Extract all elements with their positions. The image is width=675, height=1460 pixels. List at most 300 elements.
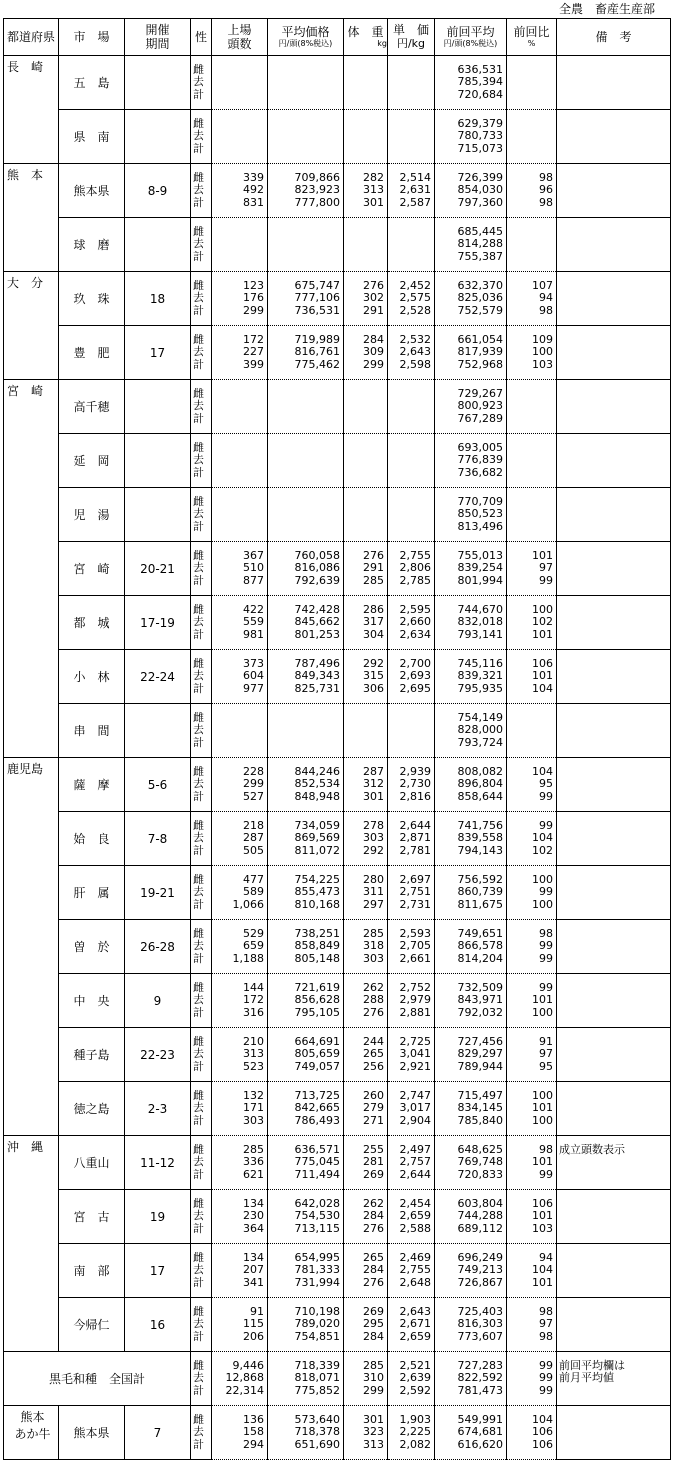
ratio-value bbox=[507, 508, 556, 521]
heads-value: 218 bbox=[243, 818, 264, 832]
sex-labels bbox=[191, 974, 212, 1028]
heads-value: 1,188 bbox=[232, 951, 264, 965]
national-total-label: 黒毛和種 全国計 bbox=[4, 1352, 191, 1406]
heads-value bbox=[212, 89, 267, 102]
sex-labels-value: 計 bbox=[193, 195, 204, 209]
market-period: 2-3 bbox=[125, 1082, 191, 1136]
sex-labels-value: 計 bbox=[193, 897, 204, 911]
sex-labels-value: 計 bbox=[193, 1383, 204, 1397]
unit-price bbox=[388, 812, 435, 866]
heads-value: 115 bbox=[243, 1317, 264, 1331]
unit-price-value bbox=[388, 467, 434, 480]
prev-avg-value: 755,013 bbox=[457, 548, 503, 562]
unit-price-value: 2,697 bbox=[399, 872, 431, 886]
market-name: 高千穂 bbox=[59, 380, 125, 434]
remarks-value bbox=[557, 280, 670, 293]
remarks-value bbox=[557, 454, 670, 467]
unit-price-value: 3,017 bbox=[399, 1101, 431, 1115]
heads bbox=[212, 1136, 268, 1190]
weight bbox=[344, 1190, 388, 1244]
total-heads bbox=[212, 1352, 268, 1406]
weight-value: 265 bbox=[363, 1250, 384, 1264]
avg-price-value: 711,494 bbox=[294, 1167, 340, 1181]
market-name: 県 南 bbox=[59, 110, 125, 164]
ratio bbox=[507, 218, 557, 272]
market-period bbox=[125, 218, 191, 272]
weight bbox=[344, 272, 388, 326]
ratio-value: 103 bbox=[532, 357, 553, 371]
ratio-value bbox=[507, 413, 556, 426]
prev-avg-value: 813,496 bbox=[457, 519, 503, 533]
sex-labels-value: 去 bbox=[193, 1425, 204, 1439]
ratio bbox=[507, 1190, 557, 1244]
prev-avg-value: 715,073 bbox=[457, 141, 503, 155]
avg-price-value: 777,800 bbox=[294, 195, 340, 209]
remarks-value bbox=[557, 1198, 670, 1211]
weight-value: 323 bbox=[363, 1425, 384, 1439]
unit-price bbox=[388, 110, 435, 164]
market-period: 17 bbox=[125, 326, 191, 380]
prev-avg-value: 674,681 bbox=[457, 1425, 503, 1439]
market-period: 16 bbox=[125, 1298, 191, 1352]
sex-labels-value: 去 bbox=[193, 1263, 204, 1277]
ratio-value: 91 bbox=[539, 1034, 553, 1048]
avg-price-value: 654,995 bbox=[294, 1250, 340, 1264]
remarks-value bbox=[557, 143, 670, 156]
heads bbox=[212, 1028, 268, 1082]
sex-labels bbox=[191, 812, 212, 866]
sex-labels-value: 計 bbox=[193, 1167, 204, 1181]
sex-labels-value: 計 bbox=[193, 1329, 204, 1343]
avg-price-value: 789,020 bbox=[294, 1317, 340, 1331]
avg-price-value bbox=[268, 89, 343, 102]
heads-value: 977 bbox=[243, 681, 264, 695]
sex-labels bbox=[191, 1190, 212, 1244]
ratio-value: 97 bbox=[539, 1317, 553, 1331]
weight bbox=[344, 974, 388, 1028]
remarks bbox=[557, 1406, 671, 1460]
unit-price-value: 2,695 bbox=[399, 681, 431, 695]
prev-avg-value: 769,748 bbox=[457, 1155, 503, 1169]
weight-value bbox=[344, 508, 387, 521]
ratio-value bbox=[507, 521, 556, 534]
unit-price-value: 2,648 bbox=[399, 1275, 431, 1289]
unit-price-value: 2,598 bbox=[399, 357, 431, 371]
weight-value: 256 bbox=[363, 1059, 384, 1073]
market-period bbox=[125, 704, 191, 758]
prev-avg-value: 720,833 bbox=[457, 1167, 503, 1181]
unit-price-value: 2,225 bbox=[399, 1425, 431, 1439]
remarks-value bbox=[557, 737, 670, 750]
sex-labels-value: 計 bbox=[193, 735, 204, 749]
total-weight-value: 310 bbox=[363, 1371, 384, 1385]
unit-price-value: 2,904 bbox=[399, 1113, 431, 1127]
sex-labels bbox=[191, 164, 212, 218]
weight bbox=[344, 650, 388, 704]
heads-value bbox=[212, 251, 267, 264]
heads-value: 527 bbox=[243, 789, 264, 803]
sex-labels-value: 計 bbox=[193, 141, 204, 155]
market-name: 玖 珠 bbox=[59, 272, 125, 326]
remarks-value: 前月平均値 bbox=[559, 1371, 614, 1385]
avg-price bbox=[268, 650, 344, 704]
unit-price-value: 2,781 bbox=[399, 843, 431, 857]
weight-value: 281 bbox=[363, 1155, 384, 1169]
sex-labels bbox=[191, 596, 212, 650]
heads-value: 172 bbox=[243, 993, 264, 1007]
total-avg-price-value: 775,852 bbox=[294, 1383, 340, 1397]
remarks bbox=[557, 326, 671, 380]
avg-price-value bbox=[268, 724, 343, 737]
weight-value: 287 bbox=[363, 764, 384, 778]
market-name: 徳之島 bbox=[59, 1082, 125, 1136]
remarks-value bbox=[557, 508, 670, 521]
weight bbox=[344, 1028, 388, 1082]
market-name: 曽 於 bbox=[59, 920, 125, 974]
weight-value bbox=[344, 400, 387, 413]
prev-avg-value: 843,971 bbox=[457, 993, 503, 1007]
sex-labels bbox=[191, 56, 212, 110]
sex-labels-value: 計 bbox=[193, 951, 204, 965]
avg-price-value: 842,665 bbox=[294, 1101, 340, 1115]
avg-price-value: 845,662 bbox=[294, 615, 340, 629]
unit-price-value: 2,671 bbox=[399, 1317, 431, 1331]
market-name: 熊本県 bbox=[59, 164, 125, 218]
remarks-value bbox=[557, 388, 670, 401]
sex-labels-value: 計 bbox=[193, 573, 204, 587]
heads-value bbox=[212, 508, 267, 521]
weight-value: 301 bbox=[363, 195, 384, 209]
remarks-value bbox=[557, 1306, 670, 1319]
avg-price-value bbox=[268, 143, 343, 156]
remarks-value bbox=[557, 1277, 670, 1290]
heads bbox=[212, 272, 268, 326]
weight-value: 315 bbox=[363, 669, 384, 683]
heads-value: 287 bbox=[243, 831, 264, 845]
sex-labels bbox=[191, 1136, 212, 1190]
prev-avg-value: 839,254 bbox=[457, 561, 503, 575]
remarks bbox=[557, 164, 671, 218]
market-period: 20-21 bbox=[125, 542, 191, 596]
prev-avg bbox=[435, 1298, 507, 1352]
market-period: 19 bbox=[125, 1190, 191, 1244]
total-unit-price-value: 2,521 bbox=[399, 1358, 431, 1372]
sex-labels-value: 去 bbox=[193, 777, 204, 791]
heads-value bbox=[212, 143, 267, 156]
weight-value: 291 bbox=[363, 303, 384, 317]
heads-value: 364 bbox=[243, 1221, 264, 1235]
heads-value: 294 bbox=[243, 1437, 264, 1451]
prev-avg-value: 752,968 bbox=[457, 357, 503, 371]
market-block bbox=[4, 1028, 671, 1082]
remarks-value bbox=[557, 1036, 670, 1049]
ratio-value: 99 bbox=[539, 951, 553, 965]
remarks-value bbox=[557, 1156, 670, 1169]
remarks-value bbox=[557, 197, 670, 210]
header-prev-avg: 前回平均 円/頭(8%税込) bbox=[435, 19, 507, 56]
heads-value: 399 bbox=[243, 357, 264, 371]
ratio-value bbox=[507, 226, 556, 239]
prev-avg-value: 770,709 bbox=[457, 494, 503, 508]
market-block bbox=[4, 1244, 671, 1298]
avg-price-value bbox=[268, 64, 343, 77]
heads-value: 341 bbox=[243, 1275, 264, 1289]
prev-avg-value: 794,143 bbox=[457, 843, 503, 857]
remarks bbox=[557, 1244, 671, 1298]
remarks-value bbox=[557, 575, 670, 588]
remarks-value bbox=[557, 346, 670, 359]
market-period: 17-19 bbox=[125, 596, 191, 650]
remarks-value: 成立頭数表示 bbox=[559, 1142, 625, 1156]
avg-price-value bbox=[268, 508, 343, 521]
market-period: 26-28 bbox=[125, 920, 191, 974]
market-name: 南 部 bbox=[59, 1244, 125, 1298]
avg-price-value: 787,496 bbox=[294, 656, 340, 670]
heads bbox=[212, 434, 268, 488]
unit-price bbox=[388, 56, 435, 110]
total-ratio-value: 99 bbox=[539, 1371, 553, 1385]
weight-value bbox=[344, 143, 387, 156]
ratio bbox=[507, 596, 557, 650]
remarks bbox=[557, 110, 671, 164]
total-heads-value: 22,314 bbox=[225, 1383, 264, 1397]
unit-price-value: 2,575 bbox=[399, 291, 431, 305]
ratio-value: 98 bbox=[539, 170, 553, 184]
avg-price-value: 731,994 bbox=[294, 1275, 340, 1289]
avg-price-value: 805,659 bbox=[294, 1047, 340, 1061]
prev-avg-value: 693,005 bbox=[457, 440, 503, 454]
weight-value: 302 bbox=[363, 291, 384, 305]
heads-value: 510 bbox=[243, 561, 264, 575]
avg-price-value: 844,246 bbox=[294, 764, 340, 778]
remarks-value bbox=[557, 359, 670, 372]
remarks-value bbox=[557, 89, 670, 102]
total-weight bbox=[344, 1352, 388, 1406]
market-name: 宮 古 bbox=[59, 1190, 125, 1244]
ratio-value: 104 bbox=[532, 831, 553, 845]
ratio-value: 100 bbox=[532, 1005, 553, 1019]
sex-labels-value: 計 bbox=[193, 1059, 204, 1073]
ratio bbox=[507, 488, 557, 542]
heads bbox=[212, 542, 268, 596]
remarks bbox=[557, 596, 671, 650]
weight bbox=[344, 812, 388, 866]
sex-labels-value: 去 bbox=[193, 1371, 204, 1385]
weight bbox=[344, 1406, 388, 1460]
heads-value: 285 bbox=[243, 1142, 264, 1156]
market-name: 球 磨 bbox=[59, 218, 125, 272]
weight-value: 276 bbox=[363, 1221, 384, 1235]
total-heads-value: 9,446 bbox=[232, 1358, 264, 1372]
sex-labels-value: 雌 bbox=[193, 602, 204, 616]
heads-value: 206 bbox=[243, 1329, 264, 1343]
ratio-value bbox=[507, 143, 556, 156]
weight-value: 306 bbox=[363, 681, 384, 695]
sex-labels-value: 計 bbox=[193, 681, 204, 695]
weight bbox=[344, 1244, 388, 1298]
heads-value: 589 bbox=[243, 885, 264, 899]
remarks-value bbox=[557, 604, 670, 617]
sex-labels-value: 計 bbox=[193, 411, 204, 425]
weight-value: 299 bbox=[363, 357, 384, 371]
avg-price-value bbox=[268, 226, 343, 239]
unit-price-value bbox=[388, 724, 434, 737]
remarks-value bbox=[557, 130, 670, 143]
weight bbox=[344, 542, 388, 596]
remarks-value bbox=[557, 658, 670, 671]
unit-price-value bbox=[388, 712, 434, 725]
sex-labels bbox=[191, 1352, 212, 1406]
prev-avg-value: 808,082 bbox=[457, 764, 503, 778]
market-period: 8-9 bbox=[125, 164, 191, 218]
ratio-value: 101 bbox=[532, 993, 553, 1007]
prev-avg bbox=[435, 1028, 507, 1082]
avg-price-value bbox=[268, 130, 343, 143]
remarks-value bbox=[557, 629, 670, 642]
ratio-value: 101 bbox=[532, 669, 553, 683]
weight bbox=[344, 866, 388, 920]
market-name: 姶 良 bbox=[59, 812, 125, 866]
weight-value: 255 bbox=[363, 1142, 384, 1156]
ratio-value: 99 bbox=[539, 573, 553, 587]
sex-labels-value: 計 bbox=[193, 1005, 204, 1019]
heads-value: 422 bbox=[243, 602, 264, 616]
total-unit-price-value: 2,592 bbox=[399, 1383, 431, 1397]
weight-value bbox=[344, 226, 387, 239]
heads-value bbox=[212, 467, 267, 480]
header-sex: 性 bbox=[191, 19, 212, 56]
prev-avg bbox=[435, 920, 507, 974]
avg-price bbox=[268, 164, 344, 218]
unit-price-value: 2,755 bbox=[399, 1263, 431, 1277]
sex-labels-value: 去 bbox=[193, 939, 204, 953]
remarks bbox=[557, 920, 671, 974]
prev-avg bbox=[435, 218, 507, 272]
ratio-value: 100 bbox=[532, 897, 553, 911]
unit-price bbox=[388, 380, 435, 434]
prev-avg-value: 727,456 bbox=[457, 1034, 503, 1048]
heads-value: 1,066 bbox=[232, 897, 264, 911]
market-name: 種子島 bbox=[59, 1028, 125, 1082]
weight bbox=[344, 488, 388, 542]
total-weight-value: 285 bbox=[363, 1358, 384, 1372]
ratio bbox=[507, 704, 557, 758]
weight bbox=[344, 704, 388, 758]
sex-labels-value: 雌 bbox=[193, 764, 204, 778]
heads-value bbox=[212, 413, 267, 426]
avg-price-value: 792,639 bbox=[294, 573, 340, 587]
market-block bbox=[4, 974, 671, 1028]
sex-labels-value: 計 bbox=[193, 87, 204, 101]
remarks-value bbox=[557, 683, 670, 696]
sex-labels-value: 去 bbox=[193, 237, 204, 251]
avg-price-value bbox=[268, 442, 343, 455]
unit-price-value bbox=[388, 143, 434, 156]
remarks-value bbox=[557, 442, 670, 455]
ratio-value: 102 bbox=[532, 615, 553, 629]
weight-value: 284 bbox=[363, 332, 384, 346]
unit-price bbox=[388, 920, 435, 974]
prev-avg-value: 616,620 bbox=[457, 1437, 503, 1451]
avg-price bbox=[268, 812, 344, 866]
total-prev-avg-value: 781,473 bbox=[457, 1383, 503, 1397]
unit-price bbox=[388, 704, 435, 758]
avg-price-value: 664,691 bbox=[294, 1034, 340, 1048]
remarks bbox=[557, 488, 671, 542]
ratio-value: 95 bbox=[539, 777, 553, 791]
unit-price bbox=[388, 488, 435, 542]
remarks-value bbox=[557, 226, 670, 239]
avg-price-value bbox=[268, 521, 343, 534]
weight-value: 286 bbox=[363, 602, 384, 616]
prev-avg-value: 896,804 bbox=[457, 777, 503, 791]
weight-value: 317 bbox=[363, 615, 384, 629]
market-period bbox=[125, 110, 191, 164]
sex-labels-value: 計 bbox=[193, 1113, 204, 1127]
avg-price bbox=[268, 596, 344, 650]
remarks-value bbox=[557, 1048, 670, 1061]
weight-value: 301 bbox=[363, 1412, 384, 1426]
heads bbox=[212, 596, 268, 650]
weight-value: 303 bbox=[363, 831, 384, 845]
sex-labels-value: 去 bbox=[193, 723, 204, 737]
heads bbox=[212, 866, 268, 920]
prev-avg-value: 726,867 bbox=[457, 1275, 503, 1289]
ratio bbox=[507, 1082, 557, 1136]
heads-value bbox=[212, 442, 267, 455]
weight-value bbox=[344, 130, 387, 143]
sex-labels-value: 去 bbox=[193, 399, 204, 413]
remarks-value bbox=[557, 820, 670, 833]
weight-value: 276 bbox=[363, 1005, 384, 1019]
unit-price-value bbox=[388, 89, 434, 102]
heads-value: 523 bbox=[243, 1059, 264, 1073]
market-period bbox=[125, 380, 191, 434]
market-name: 小 林 bbox=[59, 650, 125, 704]
weight bbox=[344, 758, 388, 812]
market-block bbox=[4, 758, 671, 812]
heads bbox=[212, 1082, 268, 1136]
ratio bbox=[507, 758, 557, 812]
prev-avg-value: 825,036 bbox=[457, 291, 503, 305]
sex-labels-value: 去 bbox=[193, 669, 204, 683]
weight-value: 276 bbox=[363, 1275, 384, 1289]
ratio-value: 95 bbox=[539, 1059, 553, 1073]
sex-labels-value: 去 bbox=[193, 129, 204, 143]
weight bbox=[344, 164, 388, 218]
avg-price-value: 849,343 bbox=[294, 669, 340, 683]
unit-price-value bbox=[388, 76, 434, 89]
market-name: 中 央 bbox=[59, 974, 125, 1028]
remarks-value bbox=[557, 778, 670, 791]
avg-price bbox=[268, 1082, 344, 1136]
sex-labels bbox=[191, 488, 212, 542]
heads bbox=[212, 380, 268, 434]
total-avg-price bbox=[268, 1352, 344, 1406]
heads-value: 492 bbox=[243, 183, 264, 197]
ratio-value bbox=[507, 130, 556, 143]
prev-avg-value: 795,935 bbox=[457, 681, 503, 695]
ratio-value: 107 bbox=[532, 278, 553, 292]
remarks-value bbox=[557, 766, 670, 779]
heads-value: 981 bbox=[243, 627, 264, 641]
remarks-value bbox=[557, 1102, 670, 1115]
weight-value: 288 bbox=[363, 993, 384, 1007]
unit-price-value: 2,816 bbox=[399, 789, 431, 803]
ratio bbox=[507, 110, 557, 164]
avg-price-value bbox=[268, 238, 343, 251]
remarks-value bbox=[557, 1385, 670, 1398]
